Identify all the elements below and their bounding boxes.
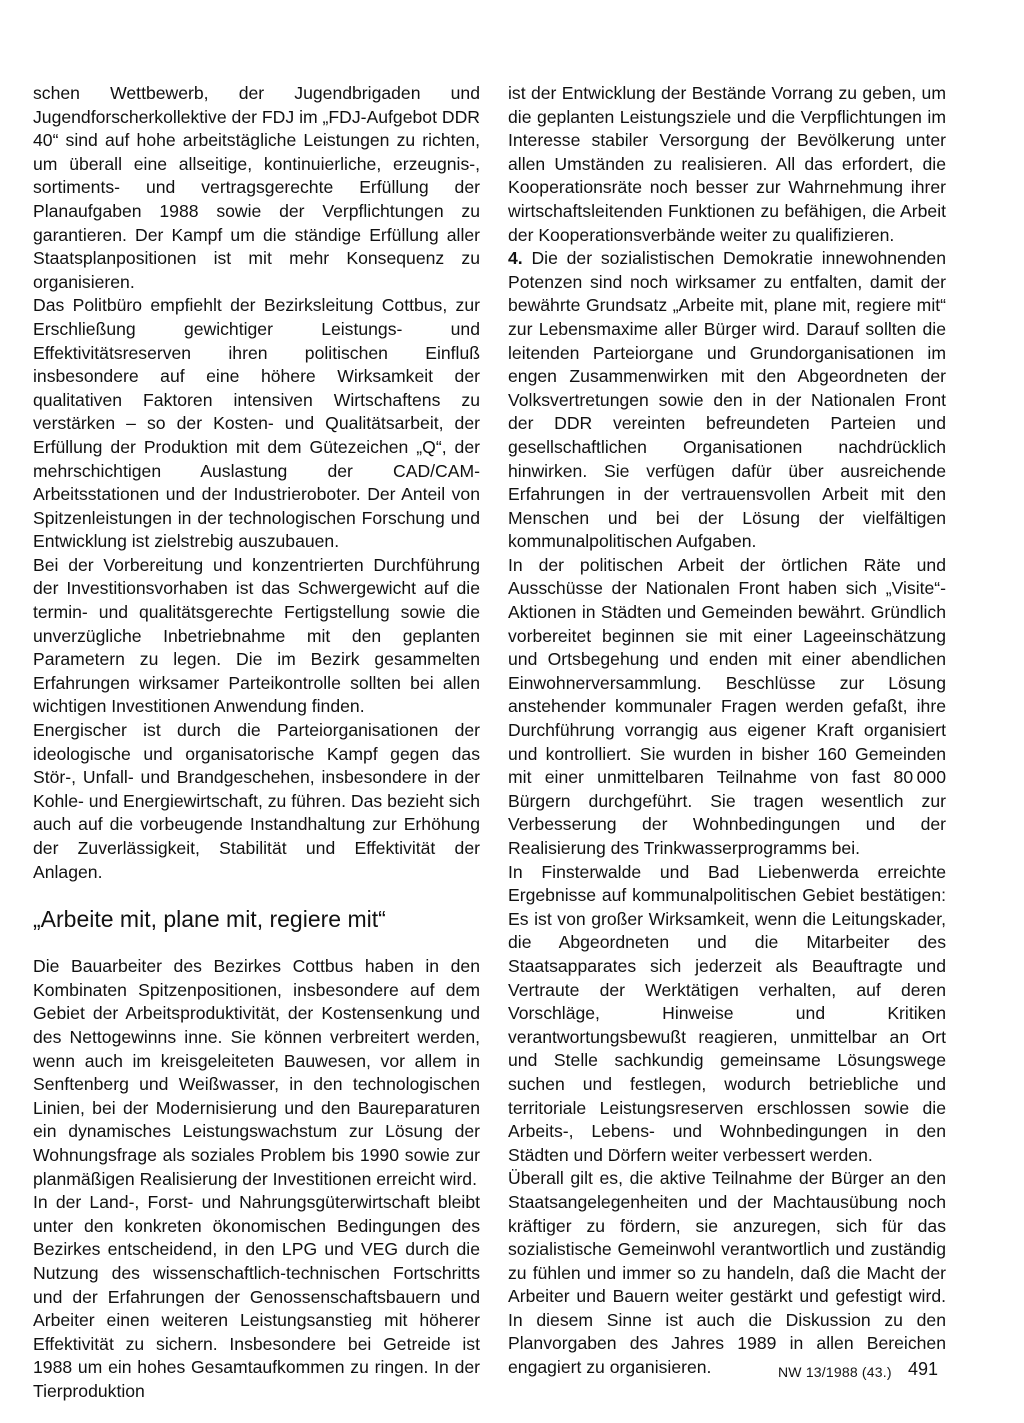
paragraph: Überall gilt es, die aktive Teilnahme der Bürger an den Staatsangelegenheiten und der Machtausübung noch kräftiger zu fördern, sie anzuregen, sich für das sozialistische Gemeinwohl verantwortlich und zuständig zu fühlen und immer so zu handeln, daß die Macht der Arbeiter und Bauern weiter gestärkt und gefestigt wird. In diesem Sinne ist auch die Diskussion zu den Planvorgaben des Jahres 1989 in allen Bereichen engagiert zu organisieren. bbox=[508, 1168, 946, 1378]
paragraph: In Finsterwalde und Bad Liebenwerda erreichte Ergebnisse auf kommunalpolitischen Gebiet bestätigen: Es ist von großer Wirksamkeit, wenn die Leitungskader, die Abgeordneten und die Mitarbeiter des Staatsapparates sich jederzeit als Beauftragte und Vertraute der Werktätigen verhalten, auf deren Vorschläge, Hinweise und Kritiken verantwortungsbewußt reagieren, unmittelbar an Ort und Stelle sachkundig gemeinsame Lösungswege suchen und festlegen, wodurch betriebliche und territoriale Leistungsreserven erschlossen sowie die Arbeits-, Lebens- und Wohnbedingungen in den Städten und Dörfern weiter verbessert werden. bbox=[508, 861, 946, 1165]
paragraph: Die Bauarbeiter des Bezirkes Cottbus haben in den Kombinaten Spitzenpositionen, insbesondere auf dem Gebiet der Arbeitsproduktivität, der Kostensenkung und des Nettogewinns inne. Sie können verbreitert werden, wenn auch im kreisgeleiteten Bauwesen, vor allem in Senftenberg und Weißwasser, in den technologischen Linien, bei der Modernisierung und den Baureparaturen ein dynamisches Leistungswachstum zur Lösung der Wohnungsfrage als soziales Problem bis 1990 sowie zur planmäßigen Realisierung der Investitionen erreicht wird. bbox=[33, 956, 480, 1189]
paragraph: Das Politbüro empfiehlt der Bezirksleitung Cottbus, zur Erschließung gewichtiger Leistungs- und Effektivitätsreserven ihren politischen Einfluß insbesondere auf eine höhere Wirksamkeit der qualitativen Faktoren intensiven Wirtschaftens zu verstärken – so der Kosten- und Qualitätsarbeit, der Erfüllung der Produktion mit dem Gütezeichen „Q“, der mehrschichtigen Auslastung der CAD/CAM-Arbeitsstationen und der Industrieroboter. Der Anteil von Spitzenleistungen in der technologischen Forschung und Entwicklung ist zielstrebig auszubauen. bbox=[33, 295, 480, 552]
point-text: Die der sozialistischen Demokratie innewohnenden Potenzen sind noch wirksamer zu entfalten, damit der bewährte Grundsatz „Arbeite mit, plane mit, regiere mit“ zur Lebensmaxime aller Bürger wird. Darauf sollten die leitenden Parteiorgane und Grundorganisationen im engen Zusammenwirken mit den Abgeordneten der Volksvertretungen sowie den in der Nationalen Front der DDR vereinten befreundeten Parteien und gesellschaftlichen Organisationen nachdrücklich hinwirken. Sie verfügen dafür über ausreichende Erfahrungen in der vertrauensvollen Arbeit mit den Menschen und bei der Lösung der vielfältigen kommunalpolitischen Aufgaben. bbox=[508, 248, 947, 552]
paragraph: schen Wettbewerb, der Jugendbrigaden und Jugendforscherkollektive der FDJ im „FDJ-Aufgebot DDR 40“ sind auf hohe arbeitstägliche Leistungen zu richten, um überall eine allseitige, kontinuierliche, erzeugnis-, sortiments- und vertragsgerechte Erfüllung der Planaufgaben 1988 sowie der Verpflichtungen zu garantieren. Der Kampf um die ständige Erfüllung aller Staatsplanpositionen ist mit mehr Konsequenz zu organisieren. bbox=[33, 83, 480, 292]
paragraph: In der politischen Arbeit der örtlichen Räte und Ausschüsse der Nationalen Front haben sich „Visite“-Aktionen in Städten und Gemeinden bewährt. Gründlich vorbereitet beginnen sie mit einer Lageeinschätzung und Ortsbegehung und enden mit einer abendlichen Einwohnerversammlung. Beschlüsse zur Lösung anstehender kommunaler Fragen werden gefaßt, ihre Durchführung vorrangig aus eigener Kraft organisiert und kontrolliert. Sie wurden in bisher 160 Gemeinden mit einer unmittelbaren Teilnahme von fast 80 000 Bürgern durchgeführt. Sie tragen wesentlich zur Verbesserung der Wohnbedingungen und der Realisierung des Trinkwasserprogramms bei. bbox=[508, 554, 946, 858]
numbered-point bbox=[508, 247, 946, 554]
paragraph: ist der Entwicklung der Bestände Vorrang zu geben, um die geplanten Leistungsziele und die Verpflichtungen im Interesse stabiler Versorgung der Bevölkerung unter allen Umständen zu realisieren. All das erfordert, die Kooperationsräte noch besser zur Wahrnehmung ihrer wirtschaftsleitenden Funktionen zu befähigen, die Arbeit der Kooperationsverbände weiter zu qualifizieren. bbox=[508, 83, 946, 245]
page-number: 491 bbox=[908, 1359, 939, 1379]
paragraph: Bei der Vorbereitung und konzentrierten Durchführung der Investitionsvorhaben ist das Schwergewicht auf die termin- und qualitätsgerechte Fertigstellung sowie die unverzügliche Inbetriebnahme mit den geplanten Parametern zu legen. Die im Bezirk gesammelten Erfahrungen wirksamer Parteikontrolle sollten bei allen wichtigen Investitionen Anwendung finden. bbox=[33, 554, 480, 717]
left-column bbox=[33, 82, 480, 1403]
section-heading: „Arbeite mit, plane mit, regiere mit“ bbox=[33, 906, 386, 933]
issue-reference: NW 13/1988 (43.) bbox=[778, 1364, 892, 1380]
paragraph: Energischer ist durch die Parteiorganisationen der ideologische und organisatorische Kampf gegen das Stör-, Unfall- und Brandgeschehen, insbesondere in der Kohle- und Energiewirtschaft, zu führen. Das bezieht sich auch auf die vorbeugende Instandhaltung zur Erhöhung der Zuverlässigkeit, Stabilität und Effektivität der Anlagen. bbox=[33, 720, 480, 882]
paragraph: In der Land-, Forst- und Nahrungsgüterwirtschaft bleibt unter den konkreten ökonomischen Bedingungen des Bezirkes entscheidend, in den LPG und VEG durch die Nutzung des wissenschaftlich-technischen Fortschritts und der Erfahrungen der Genossenschaftsbauern und Arbeiter einen weiteren Leistungsanstieg mit höherer Effektivität zu sichern. Insbesondere bei Getreide ist 1988 um ein hohes Gesamtaufkommen zu ringen. In der Tierproduktion bbox=[33, 1192, 480, 1401]
point-number: 4. bbox=[508, 248, 523, 269]
right-column bbox=[508, 82, 946, 1380]
